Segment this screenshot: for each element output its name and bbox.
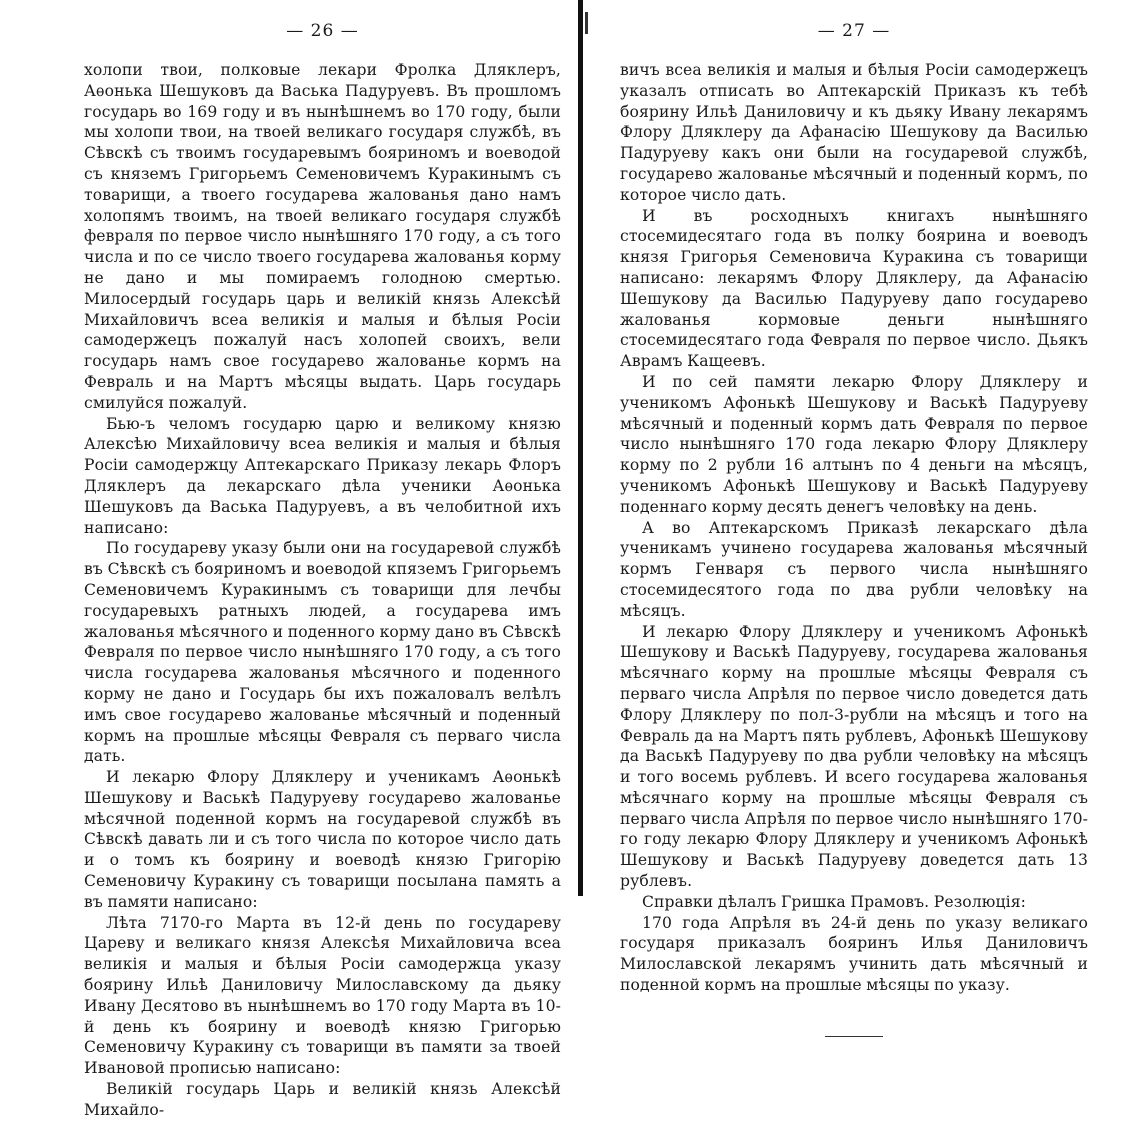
paragraph: Лѣта 7170-го Марта въ 12-й день по государеву Цареву и великаго князя Алексѣя Михайловича всеа великія и малыя и бѣлыя Росіи самодержца указу боярину Ильѣ Даниловичу Милославскому да дьяку Ивану Десятово въ нынѣшнемъ во 170 году Марта въ 10-й день къ боярину и воеводѣ князю Григорью Семеновичу Куракину съ товарищи въ памяти за твоей Ивановой прописью написано: bbox=[84, 913, 561, 1078]
paragraph: По государеву указу были они на государевой службѣ въ Сѣвскѣ съ бояриномъ и воеводой кпяземъ Григорьемъ Семеновичемъ Куракинымъ съ товарищи для лечбы государевыхъ ратныхъ людей, а государева имъ жалованья мѣсячного и поденного корму дано въ Сѣвскѣ Февраля по первое число нынѣшняго 170 году, а съ того числа государева жалованья мѣсячного и поденного корму не дано и Государь бы ихъ пожаловалъ велѣлъ имъ свое государево жалованье мѣсячный и поденный кормъ на прошлые мѣсяцы Февраля съ перваго числа дать. bbox=[84, 539, 561, 766]
paragraph: Справки дѣлалъ Гришка Прамовъ. Резолюція: bbox=[642, 892, 1026, 911]
page-text bbox=[84, 60, 561, 1121]
paragraph: вичъ всеа великія и малыя и бѣлыя Росіи самодержецъ указалъ отписать во Аптекарскій Приказъ къ тебѣ боярину Ильѣ Даниловичу и къ дьяку Ивану лекарямъ Флору Дляклеру да Афанасію Шешукову да Василью Падуруеву какъ они были на государевой службѣ, государево жалованье мѣсячный и поденный кормъ, по которое число дать. bbox=[620, 61, 1088, 204]
spine-mark bbox=[585, 12, 588, 34]
page-number: — 26 — bbox=[286, 21, 359, 41]
right-page bbox=[600, 0, 1140, 995]
paragraph: И по сей памяти лекарю Флору Дляклеру и ученикомъ Афонькѣ Шешукову и Васькѣ Падуруеву мѣсячный и поденный кормъ дать Февраля по первое число нынѣшняго 170 года лекарю Флору Дляклеру корму по 2 рубли 16 алтынъ по 4 деньги на мѣсяцъ, ученикомъ Афонькѣ Шешукову и Васькѣ Падуруеву поденнаго корму десять денегъ человѣку на день. bbox=[620, 372, 1088, 516]
paragraph: И въ росходныхъ книгахъ нынѣшняго стосемидесятаго года въ полку боярина и воеводъ князя Григорья Семеновича Куракина съ товарищи написано: лекарямъ Флору Дляклеру, да Афанасію Шешукову да Василью Падуруеву дапо государево жалованья кормовые деньги нынѣшняго стосемидесятаго года Февраля по первое число. Дьякъ Аврамъ Кащеевъ. bbox=[620, 206, 1088, 371]
book-spine bbox=[578, 0, 583, 896]
paragraph: холопи твои, полковые лекари Фролка Дляклеръ, Аѳонька Шешуковъ да Васька Падуруевъ. Въ прошломъ государь во 169 году и въ нынѣшнемъ во 170 году, были мы холопи твои, на твоей великаго государя службѣ, въ Сѣвскѣ съ твоимъ государевымъ бояриномъ и воеводой съ княземъ Григорьемъ Семеновичемъ Куракинымъ съ товарищи, а твоего государева жалованья дано намъ холопямъ твоимъ, на твоей великаго государя службѣ февраля по первое число нынѣшняго 170 году, а съ того числа и по се число твоего государева жалованья корму не дано и мы помираемъ голодною смертью. Милосердый государь царь и великій князь Алексѣй Михайловичъ всеа великія и малыя и бѣлыя Росіи самодержецъ пожалуй насъ холопей своихъ, вели государь намъ свое государево жалованье кормъ на Февраль и на Мартъ мѣсяцы выдать. Царь государь смилуйся пожалуй. bbox=[84, 61, 561, 412]
page-text bbox=[620, 60, 1088, 996]
paragraph: А во Аптекарскомъ Приказѣ лекарскаго дѣла ученикамъ учинено государева жалованья мѣсячный кормъ Генваря съ первого числа нынѣшняго стосемидесятого года по два рубли человѣку на мѣсяцъ. bbox=[620, 518, 1088, 620]
paragraph: И лекарю Флору Дляклеру и ученикомъ Афонькѣ Шешукову и Васькѣ Падуруеву, государева жалованья мѣсячнаго корму на прошлые мѣсяцы Февраля съ перваго числа Апрѣля по первое число доведется дать Флору Дляклеру по пол-3-рубли на мѣсяцъ и того на Февраль да на Мартъ пять рублевъ, Афонькѣ Шешукову да Васькѣ Падуруеву по два рубли человѣку на мѣсяцъ и того восемь рублевъ. И всего государева жалованья мѣсячнаго корму на прошлые мѣсяцы Февраля съ перваго числа Апрѣля по первое число нынѣшняго 170-го году лекарю Флору Дляклеру и ученикомъ Афонькѣ Шешукову и Васькѣ Падуруеву доведется дать 13 рублевъ. bbox=[620, 622, 1088, 891]
paragraph: И лекарю Флору Дляклеру и ученикамъ Аѳонькѣ Шешукову и Васькѣ Падуруеву государево жалованье мѣсячной поденной кормъ на государевой службѣ въ Сѣвскѣ давать ли и съ того числа по которое число дать и о томъ къ боярину и воеводѣ князю Григорію Семеновичу Куракину съ товарищи посылана память а въ памяти написано: bbox=[84, 768, 561, 911]
paragraph: Бью-ъ челомъ государю царю и великому князю Алексѣю Михайловичу всеа великія и малыя и бѣлыя Росіи самодержцу Аптекарскаго Приказу лекарь Флоръ Дляклеръ да лекарскаго дѣла ученики Аѳонька Шешуковъ да Васька Падуруевъ, а въ челобитной ихъ написано: bbox=[84, 414, 561, 537]
page-number: — 27 — bbox=[817, 21, 891, 41]
paragraph: 170 года Апрѣля въ 24-й день по указу великаго государя приказалъ бояринъ Илья Даниловичъ Милославской лекарямъ учинить дать мѣсячный и поденной кормъ на прошлые мѣсяцы по указу. bbox=[620, 913, 1088, 995]
end-rule bbox=[825, 1036, 883, 1037]
paragraph: Великій государь Царь и великій князь Алексѣй Михайло- bbox=[84, 1080, 561, 1119]
